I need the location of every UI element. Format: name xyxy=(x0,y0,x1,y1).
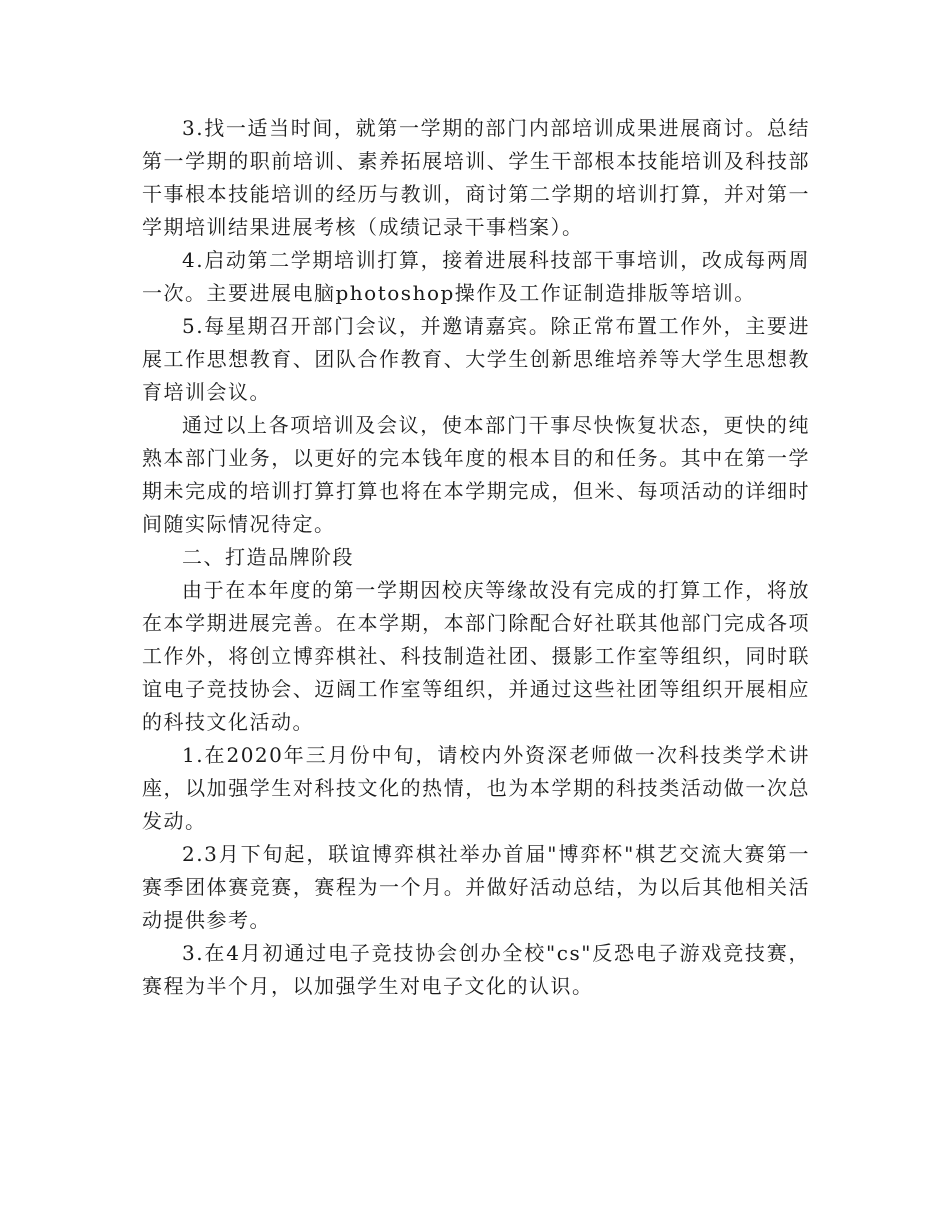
section-heading-brand-stage: 二、打造品牌阶段 xyxy=(182,545,354,569)
paragraph-second-term-training: 4.启动第二学期培训打算，接着进展科技部干事培训，改成每两周一次。主要进展电脑photoshop操作及工作证制造排版等培训。 xyxy=(142,248,810,305)
paragraph-training-review: 3.找一适当时间，就第一学期的部门内部培训成果进展商讨。总结第一学期的职前培训、素养拓展培训、学生干部根本技能培训及科技部干事根本技能培训的经历与教训，商讨第二学期的培训打算，并对第一学期培训结果进展考核（成绩记录干事档案）。 xyxy=(142,116,810,239)
paragraph-summary: 通过以上各项培训及会议，使本部门干事尽快恢复状态，更快的纯熟本部门业务，以更好的完本钱年度的根本目的和任务。其中在第一学期未完成的培训打算打算也将在本学期完成，但米、每项活动的详细时间随实际情况待定。 xyxy=(142,413,810,536)
paragraph-esports-contest: 3.在4月初通过电子竞技协会创办全校"cs"反恐电子游戏竞技赛，赛程为半个月，以加强学生对电子文化的认识。 xyxy=(142,941,810,998)
paragraph-weekly-meeting: 5.每星期召开部门会议，并邀请嘉宾。除正常布置工作外，主要进展工作思想教育、团队合作教育、大学生创新思维培养等大学生思想教育培训会议。 xyxy=(142,314,810,404)
paragraph-chess-contest: 2.3月下旬起，联谊博弈棋社举办首届"博弈杯"棋艺交流大赛第一赛季团体赛竞赛，赛程为一个月。并做好活动总结，为以后其他相关活动提供参考。 xyxy=(142,842,810,932)
paragraph-brand-intro: 由于在本年度的第一学期因校庆等缘故没有完成的打算工作，将放在本学期进展完善。在本学期，本部门除配合好社联其他部门完成各项工作外，将创立博弈棋社、科技制造社团、摄影工作室等组织，同时联谊电子竞技协会、迈阔工作室等组织，并通过这些社团等组织开展相应的科技文化活动。 xyxy=(142,578,810,734)
paragraph-lecture: 1.在2020年三月份中旬，请校内外资深老师做一次科技类学术讲座，以加强学生对科技文化的热情，也为本学期的科技类活动做一次总发动。 xyxy=(142,743,810,833)
